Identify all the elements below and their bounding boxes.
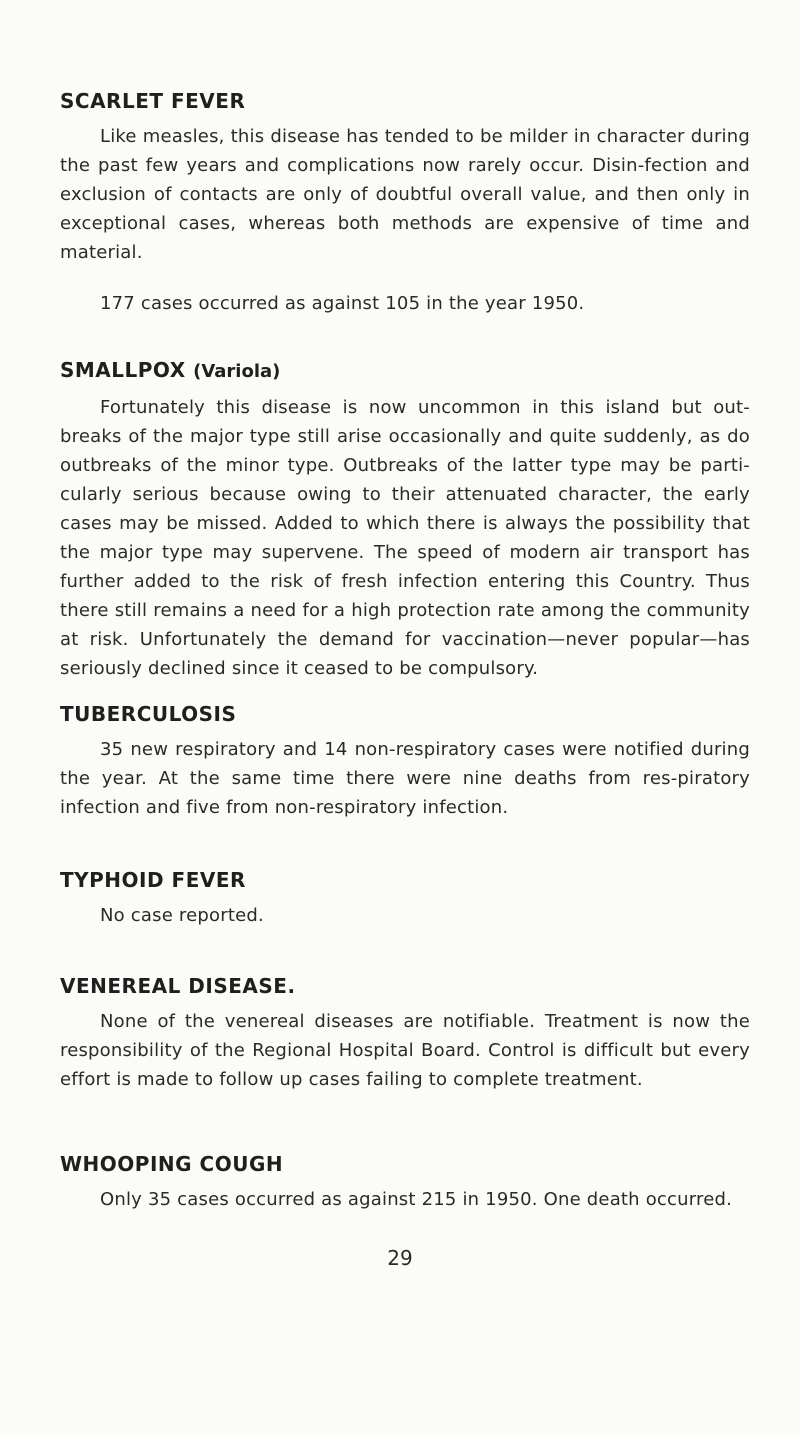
section-smallpox [60,357,750,683]
heading-text: TYPHOID FEVER [60,868,246,892]
paragraph: 35 new respiratory and 14 non-respiratory cases were notified during the year. At the same time there were nine deaths from res-piratory infection and five from non-respiratory infection. [60,739,750,818]
section-scarlet-fever [60,88,750,318]
section-typhoid-fever [60,867,750,930]
section-tuberculosis [60,701,750,822]
section-venereal-disease [60,973,750,1094]
heading-text: WHOOPING COUGH [60,1152,284,1176]
paragraph: Fortunately this disease is now uncommon in this island but out-breaks of the major type still arise occasionally and quite suddenly, as do outbreaks of the minor type. Outbreaks of the latter type may be parti-cularly serious because owing to their attenuated character, the early cases may be missed. Added to which there is always the possibility that the major type may supervene. The speed of modern air transport has further added to the risk of fresh infection entering this Country. Thus there still remains a need for a high protection rate among the community at risk. Unfortunately the demand for vaccination—never popular—has seriously declined since it ceased to be compulsory. [60,397,750,679]
heading-text: SMALLPOX [60,358,186,382]
section-heading [60,867,750,893]
page-number: 29 [387,1246,413,1270]
paragraph: Only 35 cases occurred as against 215 in 1950. One death occurred. [100,1189,733,1210]
section-whooping-cough [60,1151,750,1214]
heading-text: TUBERCULOSIS [60,702,237,726]
paragraph: No case reported. [100,905,264,926]
section-heading [60,973,750,999]
paragraph: Like measles, this disease has tended to be milder in character during the past few years and complications now rarely occur. Disin-fection and exclusion of contacts are only of doubtful overall value, and then only in exceptional cases, whereas both methods are expensive of time and material. [60,126,750,263]
heading-subtitle: (Variola) [193,361,281,382]
section-heading [60,88,750,114]
paragraph: None of the venereal diseases are notifiable. Treatment is now the responsibility of the Regional Hospital Board. Control is difficult but every effort is made to follow up cases failing to complete treatment. [60,1011,750,1090]
heading-text: VENEREAL DISEASE. [60,974,296,998]
section-heading [60,357,750,385]
section-heading [60,701,750,727]
heading-text: SCARLET FEVER [60,89,246,113]
section-heading [60,1151,750,1177]
paragraph: 177 cases occurred as against 105 in the year 1950. [100,293,585,314]
